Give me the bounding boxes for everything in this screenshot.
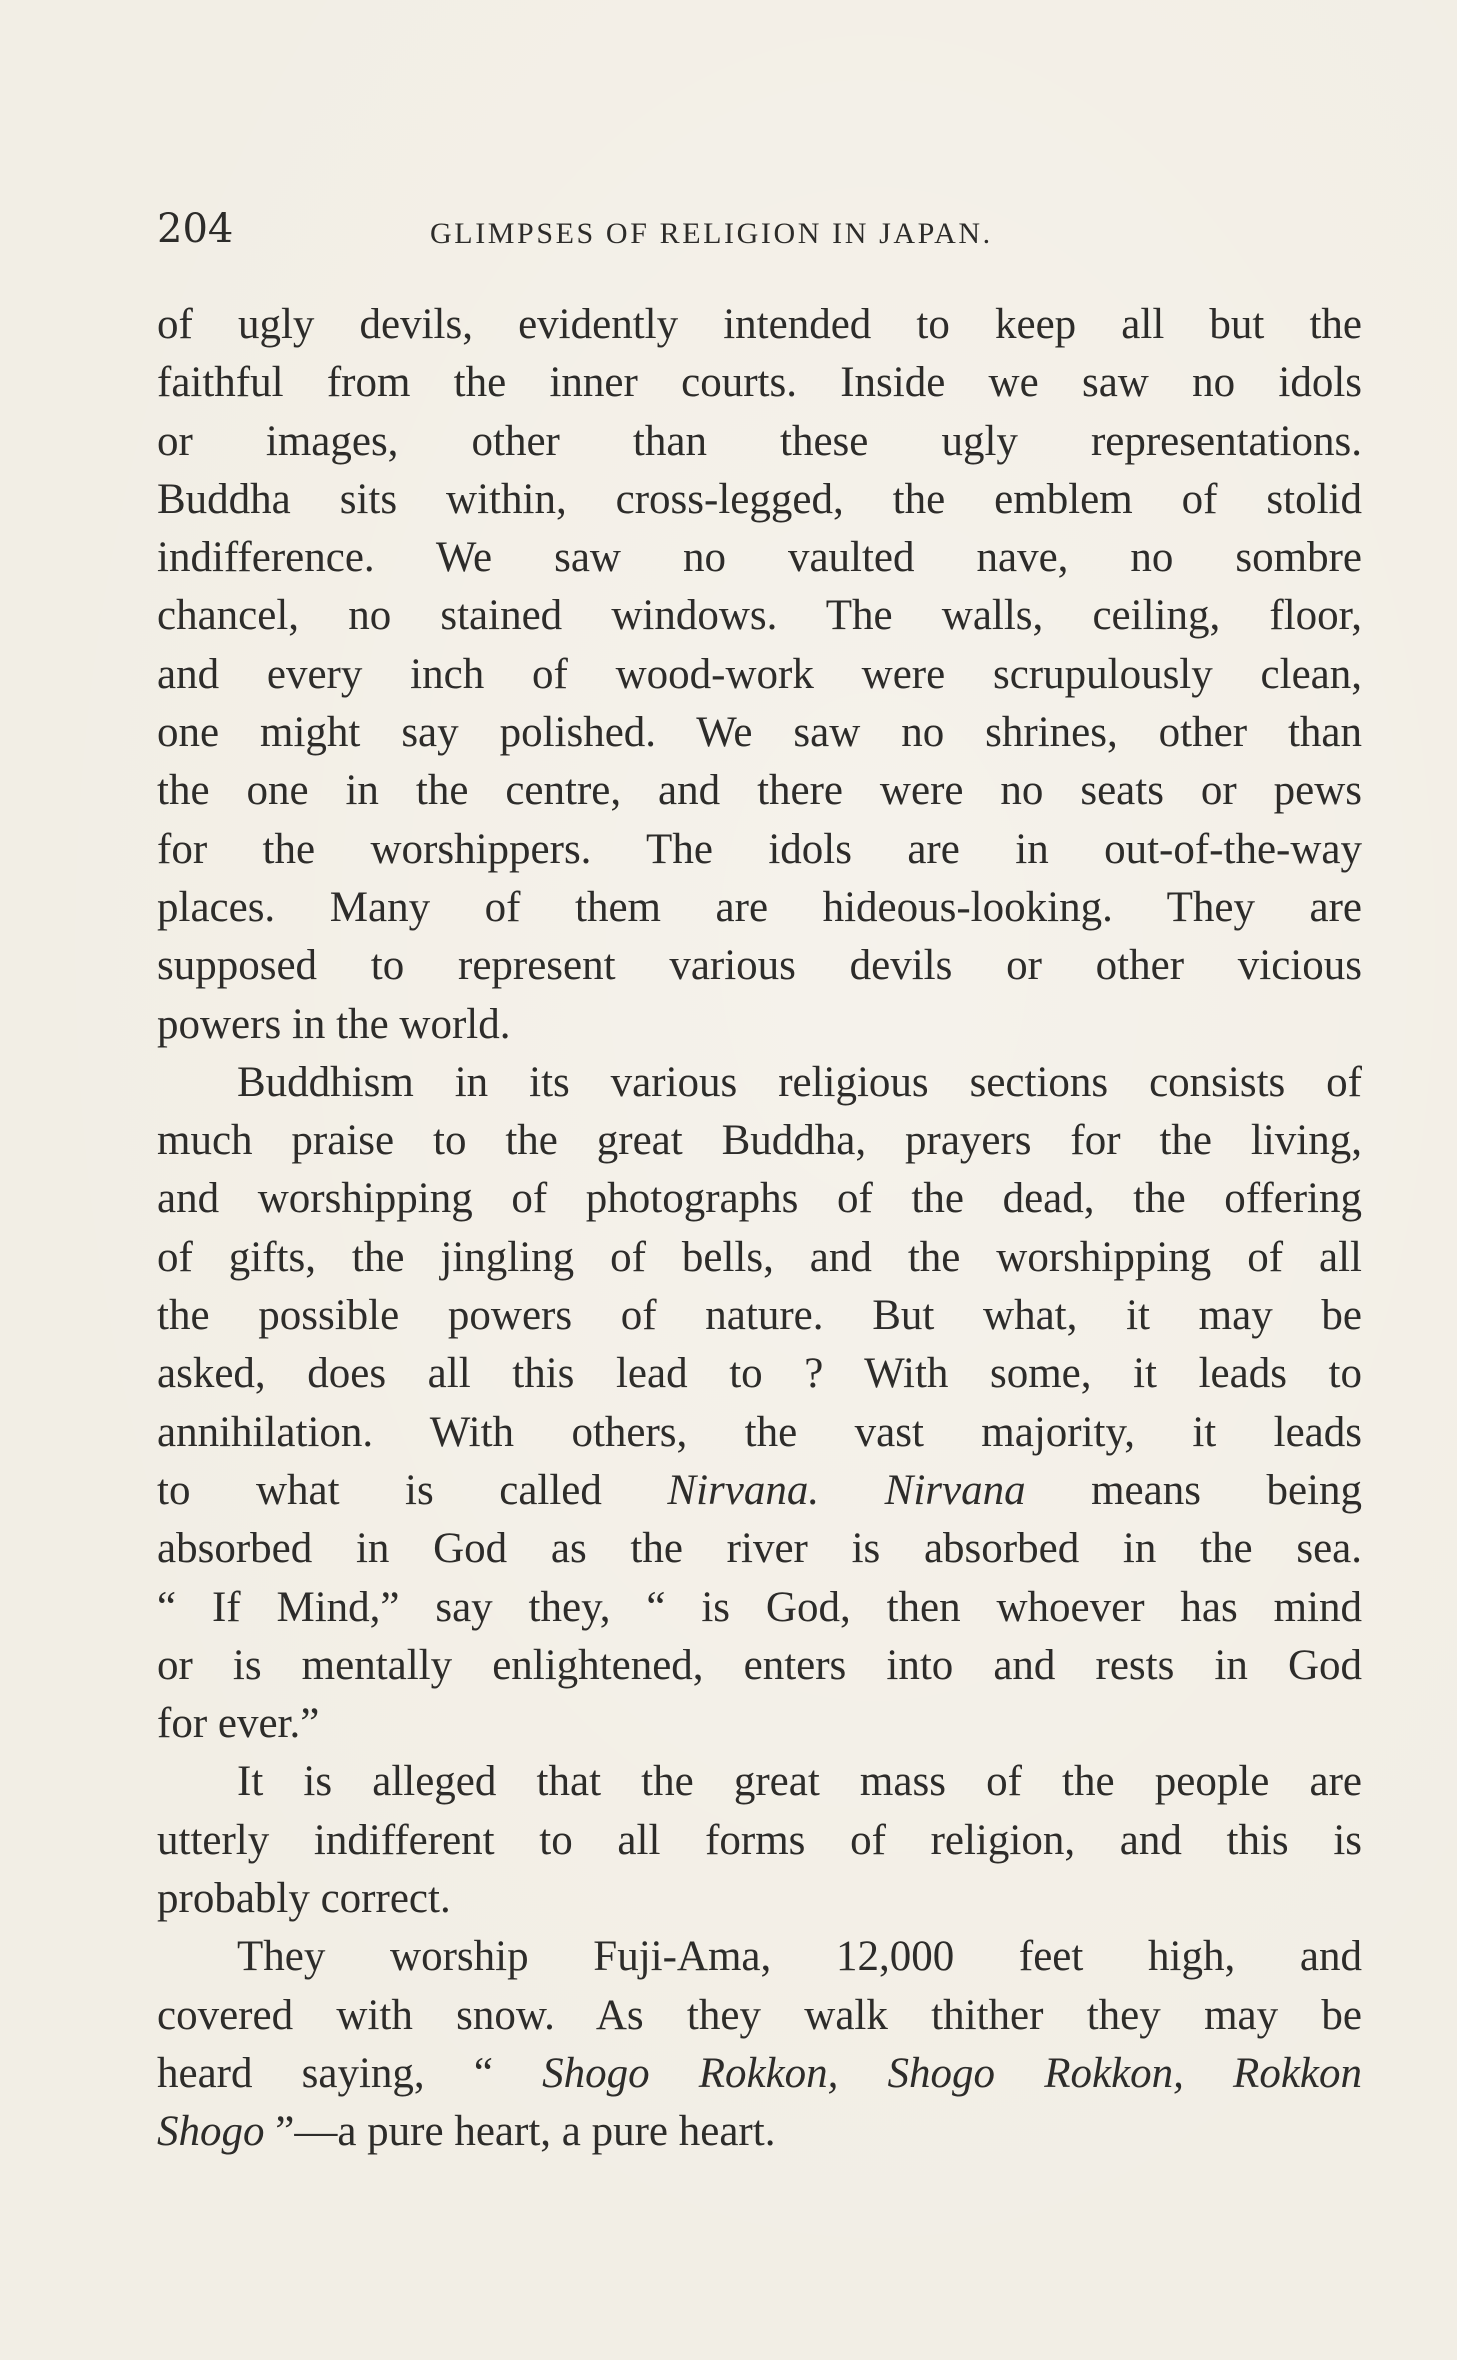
italic-text: Shogo	[157, 2108, 265, 2156]
text-line	[157, 937, 1362, 995]
text-segment: Buddha sits within, cross-legged, the emblem of stolid	[157, 475, 1362, 523]
text-line	[157, 1870, 1362, 1928]
text-segment: to what is called	[157, 1466, 668, 1514]
text-line	[157, 1928, 1362, 1986]
text-segment: They worship Fuji-Ama, 12,000 feet high, and	[237, 1933, 1362, 1981]
italic-text: Nirvana	[884, 1466, 1026, 1514]
text-line	[157, 2103, 1362, 2161]
text-line	[157, 2045, 1362, 2103]
text-segment: the possible powers of nature. But what, it may be	[157, 1292, 1362, 1340]
text-line	[157, 471, 1362, 529]
text-segment: utterly indifferent to all forms of religion, and this is	[157, 1816, 1362, 1864]
text-line	[157, 1345, 1362, 1403]
text-segment	[819, 1467, 885, 1514]
text-line	[157, 1753, 1362, 1811]
text-segment: for the worshippers. The idols are in out-of-the-way	[157, 825, 1362, 873]
text-segment: of ugly devils, evidently intended to keep all but the	[157, 301, 1362, 348]
text-segment: of gifts, the jingling of bells, and the worshipping of all	[157, 1233, 1362, 1281]
text-segment: absorbed in God as the river is absorbed in the sea.	[157, 1525, 1362, 1573]
text-line	[157, 1054, 1362, 1112]
text-line	[157, 413, 1362, 471]
text-segment: means being	[1025, 1466, 1362, 1514]
text-segment: and every inch of wood-work were scrupulously clean,	[157, 650, 1362, 698]
text-segment: or is mentally enlightened, enters into and rests in God	[157, 1641, 1362, 1689]
text-line	[157, 1812, 1362, 1870]
text-line	[157, 1462, 1362, 1520]
text-segment: ”—a pure heart, a pure heart.	[264, 2108, 776, 2156]
italic-text: Nirvana.	[667, 1466, 820, 1514]
text-line	[157, 1170, 1362, 1228]
text-segment: covered with snow. As they walk thither they may be	[157, 1991, 1362, 2039]
text-segment: annihilation. With others, the vast majority, it leads	[157, 1408, 1362, 1456]
text-segment: much praise to the great Buddha, prayers for the living,	[157, 1117, 1362, 1165]
text-segment: for ever.”	[157, 1700, 320, 1748]
text-segment: powers in the world.	[157, 1000, 511, 1048]
text-segment: probably correct.	[157, 1875, 451, 1923]
text-line	[157, 296, 1362, 354]
text-line	[157, 1287, 1362, 1345]
text-line	[157, 1229, 1362, 1287]
page-header	[157, 200, 1372, 260]
text-line	[157, 1404, 1362, 1462]
text-segment: one might say polished. We saw no shrines, other than	[157, 709, 1362, 757]
running-title: GLIMPSES OF RELIGION IN JAPAN.	[430, 217, 993, 250]
text-segment: heard saying, “	[157, 2049, 543, 2097]
text-line	[157, 1520, 1362, 1578]
text-line	[157, 762, 1362, 820]
text-segment: asked, does all this lead to ? With some, it leads to	[157, 1350, 1362, 1398]
text-segment: It is alleged that the great mass of the people are	[237, 1758, 1362, 1806]
text-segment: faithful from the inner courts. Inside we saw no idols	[157, 359, 1362, 407]
text-line	[157, 1987, 1362, 2045]
page-number: 204	[157, 206, 234, 252]
text-line	[157, 646, 1362, 704]
text-line	[157, 821, 1362, 879]
text-segment: Buddhism in its various religious sections consists of	[237, 1058, 1362, 1106]
text-line	[157, 704, 1362, 762]
text-line	[157, 1579, 1362, 1637]
text-line	[157, 879, 1362, 937]
text-segment: the one in the centre, and there were no seats or pews	[157, 767, 1362, 815]
text-line	[157, 996, 1362, 1054]
text-segment: places. Many of them are hideous-looking. They are	[157, 883, 1362, 931]
text-line	[157, 529, 1362, 587]
text-segment: supposed to represent various devils or other vicious	[157, 942, 1362, 990]
text-segment: and worshipping of photographs of the dead, the offering	[157, 1175, 1362, 1223]
text-line	[157, 1112, 1362, 1170]
text-segment: chancel, no stained windows. The walls, ceiling, floor,	[157, 592, 1362, 640]
text-segment: “ If Mind,” say they, “ is God, then whoever has mind	[157, 1583, 1362, 1631]
text-line	[157, 354, 1362, 412]
text-line	[157, 1637, 1362, 1695]
text-line	[157, 587, 1362, 645]
text-line	[157, 1695, 1362, 1753]
text-segment: indifference. We saw no vaulted nave, no sombre	[157, 534, 1362, 582]
text-segment: or images, other than these ugly representations.	[157, 417, 1362, 465]
italic-text: Shogo Rokkon, Shogo Rokkon, Rokkon	[542, 2049, 1362, 2097]
body-text	[157, 296, 1362, 2162]
